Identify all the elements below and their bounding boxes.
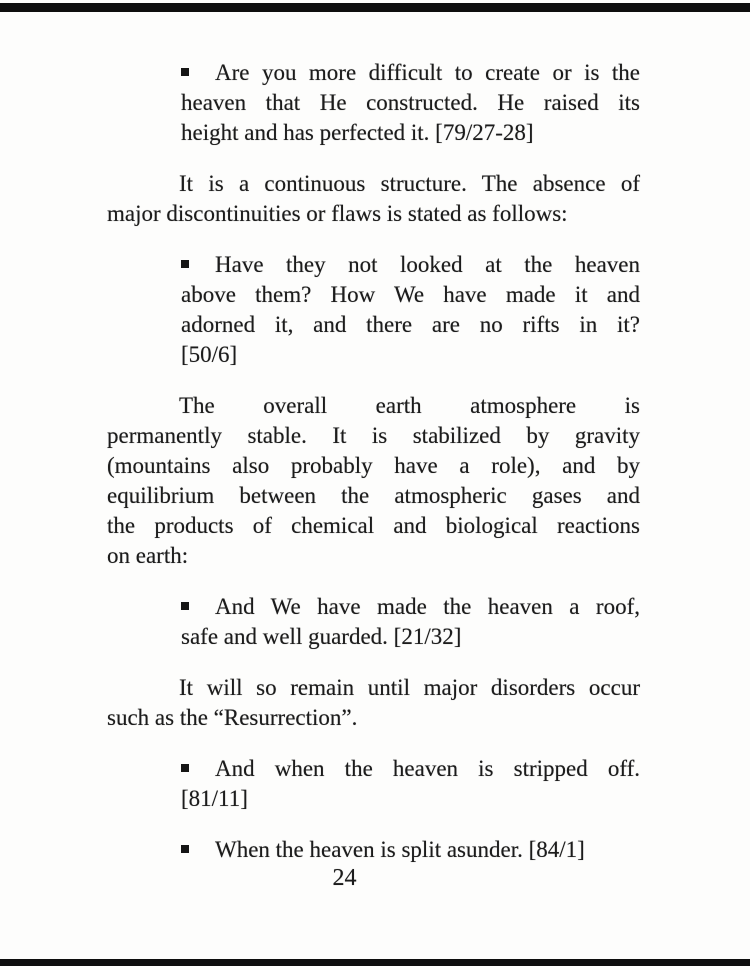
text-line [181, 754, 640, 784]
text-line: equilibrium between the atmospheric gases and [107, 483, 640, 508]
text-line: height and has perfected it. [79/27-28] [181, 120, 534, 145]
text-line: It is a continuous structure. The absence of [179, 171, 640, 196]
page-number: 24 [332, 865, 357, 891]
scan-edge-top [0, 3, 750, 12]
bullet-square-icon [181, 68, 189, 76]
bullet-item [181, 592, 640, 652]
paragraph [107, 169, 640, 229]
text-line: (mountains also probably have a role), and by [107, 453, 640, 478]
text-line: the products of chemical and biological reactions [107, 513, 640, 538]
text-line: major discontinuities or flaws is stated as follows: [107, 201, 568, 226]
text-line [181, 58, 640, 88]
bullet-item [181, 754, 640, 814]
bullet-text: When the heaven is split asunder. [84/1] [215, 837, 585, 862]
text-line: [50/6] [181, 342, 238, 367]
paragraph [107, 673, 640, 733]
bullet-square-icon [181, 260, 189, 268]
text-line [181, 592, 640, 622]
text-line: such as the “Resurrection”. [107, 705, 358, 730]
bullet-square-icon [181, 845, 189, 853]
scan-edge-bottom [0, 959, 750, 966]
paragraph [107, 391, 640, 571]
page-content [107, 58, 640, 865]
bullet-text: And when the heaven is stripped off. [215, 756, 640, 781]
text-line [181, 250, 640, 280]
text-line: adorned it, and there are no rifts in it? [181, 312, 640, 337]
text-line: heaven that He constructed. He raised its [181, 90, 640, 115]
bullet-square-icon [181, 602, 189, 610]
bullet-text: Have they not looked at the heaven [215, 252, 640, 277]
bullet-square-icon [181, 764, 189, 772]
bullet-text: Are you more difficult to create or is the [215, 60, 640, 85]
text-line: on earth: [107, 543, 189, 568]
bullet-item [181, 58, 640, 148]
text-line: safe and well guarded. [21/32] [181, 624, 462, 649]
bullet-item [181, 835, 640, 865]
bullet-item [181, 250, 640, 370]
bullet-text: And We have made the heaven a roof, [215, 594, 640, 619]
text-line: The overall earth atmosphere is [179, 393, 640, 418]
text-line: permanently stable. It is stabilized by gravity [107, 423, 640, 448]
text-line [181, 835, 640, 865]
text-line: It will so remain until major disorders occur [179, 675, 640, 700]
text-line: above them? How We have made it and [181, 282, 640, 307]
text-line: [81/11] [181, 786, 248, 811]
